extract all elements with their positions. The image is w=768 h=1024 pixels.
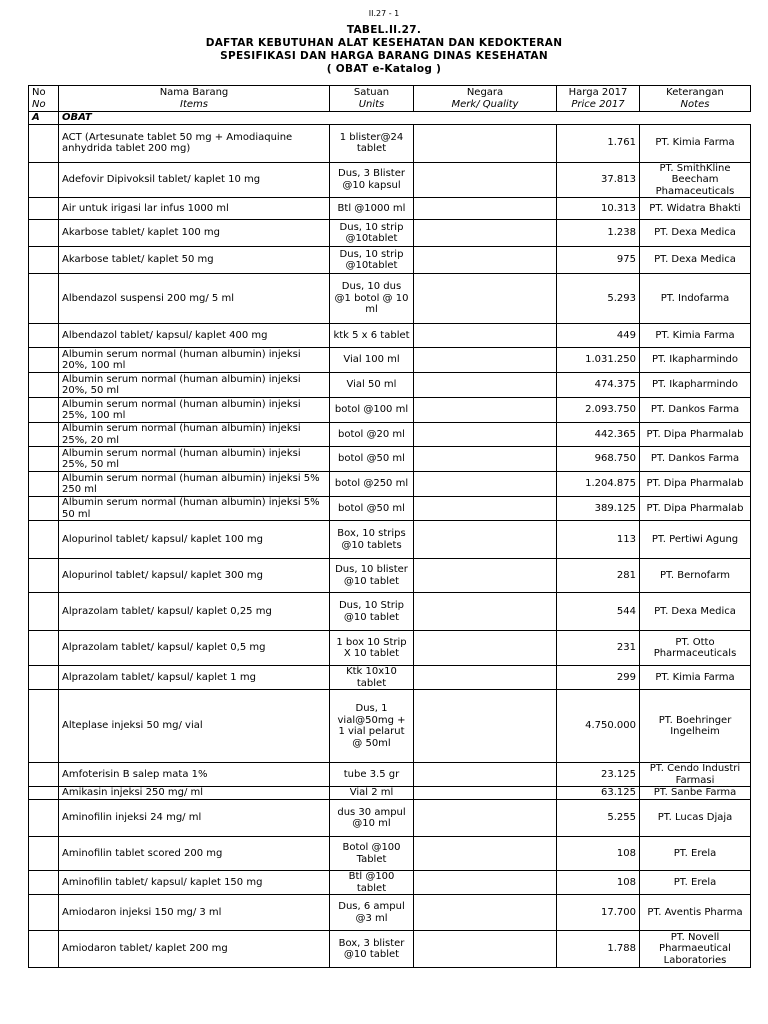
table-header-row <box>29 86 751 112</box>
row-price: 4.750.000 <box>557 690 640 763</box>
medicine-table <box>28 85 751 968</box>
row-price: 231 <box>557 631 640 666</box>
row-country <box>414 690 557 763</box>
row-price: 1.204.875 <box>557 472 640 497</box>
row-notes: PT. Dipa Pharmalab <box>640 423 751 447</box>
row-no <box>29 324 59 348</box>
row-price: 5.293 <box>557 274 640 324</box>
row-price: 281 <box>557 559 640 593</box>
row-unit: Dus, 10 blister @10 tablet <box>330 559 414 593</box>
page-number: II.27 - 1 <box>368 9 400 18</box>
row-no <box>29 472 59 497</box>
row-no <box>29 895 59 931</box>
row-item-name: Albumin serum normal (human albumin) injeksi 25%, 100 ml <box>59 398 330 423</box>
row-no <box>29 348 59 373</box>
row-no <box>29 447 59 472</box>
row-item-name: ACT (Artesunate tablet 50 mg + Amodiaquine anhydrida tablet 200 mg) <box>59 124 330 162</box>
row-country <box>414 593 557 631</box>
row-country <box>414 631 557 666</box>
row-country <box>414 559 557 593</box>
table-row <box>29 472 751 497</box>
row-no <box>29 763 59 787</box>
section-row <box>29 112 751 125</box>
row-item-name: Amiodaron tablet/ kaplet 200 mg <box>59 931 330 968</box>
row-price: 474.375 <box>557 373 640 398</box>
table-row <box>29 324 751 348</box>
row-item-name: Akarbose tablet/ kaplet 50 mg <box>59 247 330 274</box>
row-unit: Dus, 10 dus @1 botol @ 10 ml <box>330 274 414 324</box>
table-row <box>29 931 751 968</box>
row-notes: PT. SmithKline Beecham Phamaceuticals <box>640 162 751 198</box>
row-notes: PT. Dankos Farma <box>640 447 751 472</box>
row-item-name: Albumin serum normal (human albumin) injeksi 20%, 50 ml <box>59 373 330 398</box>
table-row <box>29 763 751 787</box>
title-line-4: ( OBAT e-Katalog ) <box>326 63 442 75</box>
table-row <box>29 690 751 763</box>
row-no <box>29 274 59 324</box>
table-row <box>29 274 751 324</box>
row-unit: Dus, 6 ampul @3 ml <box>330 895 414 931</box>
row-price: 544 <box>557 593 640 631</box>
row-item-name: Albumin serum normal (human albumin) injeksi 25%, 20 ml <box>59 423 330 447</box>
title-line-2: DAFTAR KEBUTUHAN ALAT KESEHATAN DAN KEDOKTERAN <box>205 37 563 49</box>
row-notes: PT. Cendo Industri Farmasi <box>640 763 751 787</box>
row-price: 1.238 <box>557 220 640 247</box>
row-item-name: Albumin serum normal (human albumin) injeksi 25%, 50 ml <box>59 447 330 472</box>
row-unit: Botol @100 Tablet <box>330 837 414 871</box>
row-unit: Btl @1000 ml <box>330 198 414 220</box>
row-country <box>414 763 557 787</box>
row-no <box>29 837 59 871</box>
row-country <box>414 162 557 198</box>
row-no <box>29 593 59 631</box>
row-item-name: Alprazolam tablet/ kapsul/ kaplet 0,5 mg <box>59 631 330 666</box>
row-no <box>29 666 59 690</box>
row-price: 37.813 <box>557 162 640 198</box>
row-no <box>29 247 59 274</box>
row-price: 389.125 <box>557 497 640 521</box>
header-unit: Satuan Units <box>330 86 414 112</box>
row-no <box>29 521 59 559</box>
row-notes: PT. Boehringer Ingelheim <box>640 690 751 763</box>
table-row <box>29 871 751 895</box>
row-item-name: Amiodaron injeksi 150 mg/ 3 ml <box>59 895 330 931</box>
table-row <box>29 895 751 931</box>
row-unit: Dus, 10 strip @10tablet <box>330 220 414 247</box>
table-row <box>29 559 751 593</box>
row-unit: Dus, 1 vial@50mg + 1 vial pelarut @ 50ml <box>330 690 414 763</box>
row-price: 449 <box>557 324 640 348</box>
row-notes: PT. Erela <box>640 871 751 895</box>
row-country <box>414 373 557 398</box>
header-price: Harga 2017 Price 2017 <box>557 86 640 112</box>
row-notes: PT. Sanbe Farma <box>640 787 751 800</box>
table-row <box>29 787 751 800</box>
row-country <box>414 274 557 324</box>
row-no <box>29 373 59 398</box>
row-item-name: Alopurinol tablet/ kapsul/ kaplet 300 mg <box>59 559 330 593</box>
row-country <box>414 348 557 373</box>
row-no <box>29 931 59 968</box>
table-row <box>29 423 751 447</box>
row-item-name: Aminofilin tablet scored 200 mg <box>59 837 330 871</box>
row-country <box>414 472 557 497</box>
table-row <box>29 800 751 837</box>
row-no <box>29 162 59 198</box>
row-notes: PT. Ikapharmindo <box>640 373 751 398</box>
row-notes: PT. Kimia Farma <box>640 324 751 348</box>
row-no <box>29 690 59 763</box>
row-price: 1.031.250 <box>557 348 640 373</box>
row-price: 975 <box>557 247 640 274</box>
row-unit: ktk 5 x 6 tablet <box>330 324 414 348</box>
row-unit: Dus, 3 Blister @10 kapsul <box>330 162 414 198</box>
row-unit: botol @50 ml <box>330 447 414 472</box>
row-notes: PT. Dankos Farma <box>640 398 751 423</box>
row-unit: Dus, 10 Strip @10 tablet <box>330 593 414 631</box>
row-unit: tube 3.5 gr <box>330 763 414 787</box>
row-item-name: Albumin serum normal (human albumin) injeksi 5% 50 ml <box>59 497 330 521</box>
row-country <box>414 324 557 348</box>
header-country: Negara Merk/ Quality <box>414 86 557 112</box>
table-row <box>29 247 751 274</box>
row-notes: PT. Dipa Pharmalab <box>640 472 751 497</box>
document-title <box>0 24 768 76</box>
row-notes: PT. Aventis Pharma <box>640 895 751 931</box>
table-row <box>29 348 751 373</box>
row-no <box>29 497 59 521</box>
header-notes: Keterangan Notes <box>640 86 751 112</box>
row-country <box>414 837 557 871</box>
section-label: OBAT <box>59 112 751 125</box>
row-country <box>414 787 557 800</box>
row-country <box>414 423 557 447</box>
row-item-name: Amfoterisin B salep mata 1% <box>59 763 330 787</box>
table-row <box>29 497 751 521</box>
table-row <box>29 631 751 666</box>
row-item-name: Alprazolam tablet/ kapsul/ kaplet 1 mg <box>59 666 330 690</box>
row-price: 63.125 <box>557 787 640 800</box>
row-unit: Box, 3 blister @10 tablet <box>330 931 414 968</box>
row-unit: botol @250 ml <box>330 472 414 497</box>
row-unit: Vial 50 ml <box>330 373 414 398</box>
row-country <box>414 800 557 837</box>
table-row <box>29 593 751 631</box>
row-notes: PT. Dexa Medica <box>640 247 751 274</box>
table-row <box>29 837 751 871</box>
row-price: 1.761 <box>557 124 640 162</box>
table-row <box>29 124 751 162</box>
row-price: 442.365 <box>557 423 640 447</box>
table-row <box>29 198 751 220</box>
row-price: 5.255 <box>557 800 640 837</box>
row-no <box>29 398 59 423</box>
table-row <box>29 373 751 398</box>
row-country <box>414 398 557 423</box>
row-unit: 1 box 10 Strip X 10 tablet <box>330 631 414 666</box>
row-notes: PT. Widatra Bhakti <box>640 198 751 220</box>
table-row <box>29 666 751 690</box>
row-country <box>414 220 557 247</box>
row-unit: Vial 2 ml <box>330 787 414 800</box>
row-item-name: Adefovir Dipivoksil tablet/ kaplet 10 mg <box>59 162 330 198</box>
table-row <box>29 162 751 198</box>
row-notes: PT. Kimia Farma <box>640 124 751 162</box>
row-country <box>414 247 557 274</box>
row-unit: 1 blister@24 tablet <box>330 124 414 162</box>
row-notes: PT. Dexa Medica <box>640 593 751 631</box>
row-notes: PT. Pertiwi Agung <box>640 521 751 559</box>
row-notes: PT. Bernofarm <box>640 559 751 593</box>
row-notes: PT. Lucas Djaja <box>640 800 751 837</box>
row-unit: Box, 10 strips @10 tablets <box>330 521 414 559</box>
row-notes: PT. Dexa Medica <box>640 220 751 247</box>
table-row <box>29 521 751 559</box>
row-unit: botol @50 ml <box>330 497 414 521</box>
row-price: 1.788 <box>557 931 640 968</box>
row-price: 10.313 <box>557 198 640 220</box>
header-name: Nama Barang Items <box>59 86 330 112</box>
row-country <box>414 666 557 690</box>
row-no <box>29 220 59 247</box>
row-country <box>414 497 557 521</box>
row-country <box>414 124 557 162</box>
row-notes: PT. Ikapharmindo <box>640 348 751 373</box>
row-country <box>414 198 557 220</box>
row-notes: PT. Kimia Farma <box>640 666 751 690</box>
row-item-name: Alopurinol tablet/ kapsul/ kaplet 100 mg <box>59 521 330 559</box>
row-notes: PT. Novell Pharmaeutical Laboratories <box>640 931 751 968</box>
row-item-name: Aminofilin injeksi 24 mg/ ml <box>59 800 330 837</box>
section-letter: A <box>29 112 59 125</box>
row-country <box>414 521 557 559</box>
row-item-name: Akarbose tablet/ kaplet 100 mg <box>59 220 330 247</box>
row-unit: Btl @100 tablet <box>330 871 414 895</box>
row-country <box>414 871 557 895</box>
row-country <box>414 447 557 472</box>
title-line-3: SPESIFIKASI DAN HARGA BARANG DINAS KESEHATAN <box>220 50 548 62</box>
row-no <box>29 800 59 837</box>
row-notes: PT. Otto Pharmaceuticals <box>640 631 751 666</box>
row-no <box>29 559 59 593</box>
table-row <box>29 447 751 472</box>
table-row <box>29 220 751 247</box>
row-no <box>29 871 59 895</box>
row-item-name: Albumin serum normal (human albumin) injeksi 20%, 100 ml <box>59 348 330 373</box>
row-price: 968.750 <box>557 447 640 472</box>
row-notes: PT. Dipa Pharmalab <box>640 497 751 521</box>
row-unit: Dus, 10 strip @10tablet <box>330 247 414 274</box>
title-line-1: TABEL.II.27. <box>346 24 422 36</box>
row-no <box>29 198 59 220</box>
row-item-name: Amikasin injeksi 250 mg/ ml <box>59 787 330 800</box>
row-notes: PT. Erela <box>640 837 751 871</box>
row-item-name: Alteplase injeksi 50 mg/ vial <box>59 690 330 763</box>
table-row <box>29 398 751 423</box>
row-price: 299 <box>557 666 640 690</box>
row-no <box>29 124 59 162</box>
row-price: 113 <box>557 521 640 559</box>
row-price: 17.700 <box>557 895 640 931</box>
row-unit: Vial 100 ml <box>330 348 414 373</box>
row-item-name: Air untuk irigasi lar infus 1000 ml <box>59 198 330 220</box>
row-price: 108 <box>557 871 640 895</box>
row-item-name: Albendazol tablet/ kapsul/ kaplet 400 mg <box>59 324 330 348</box>
row-unit: botol @20 ml <box>330 423 414 447</box>
row-no <box>29 423 59 447</box>
row-country <box>414 931 557 968</box>
row-price: 108 <box>557 837 640 871</box>
row-no <box>29 631 59 666</box>
header-no: No No <box>29 86 59 112</box>
row-unit: botol @100 ml <box>330 398 414 423</box>
row-notes: PT. Indofarma <box>640 274 751 324</box>
row-item-name: Albumin serum normal (human albumin) injeksi 5% 250 ml <box>59 472 330 497</box>
row-price: 2.093.750 <box>557 398 640 423</box>
row-country <box>414 895 557 931</box>
row-price: 23.125 <box>557 763 640 787</box>
row-unit: dus 30 ampul @10 ml <box>330 800 414 837</box>
row-no <box>29 787 59 800</box>
row-item-name: Albendazol suspensi 200 mg/ 5 ml <box>59 274 330 324</box>
row-item-name: Aminofilin tablet/ kapsul/ kaplet 150 mg <box>59 871 330 895</box>
row-unit: Ktk 10x10 tablet <box>330 666 414 690</box>
row-item-name: Alprazolam tablet/ kapsul/ kaplet 0,25 mg <box>59 593 330 631</box>
